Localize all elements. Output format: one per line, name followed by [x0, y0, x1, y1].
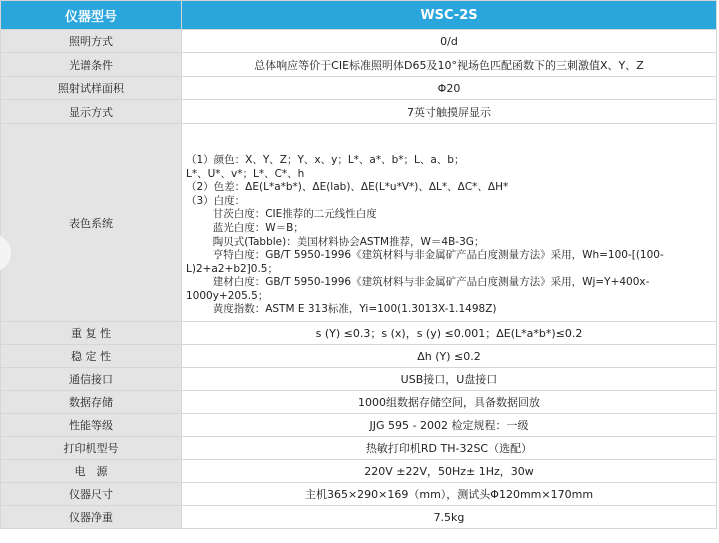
color-system-label: 表色系统: [1, 124, 182, 322]
row-label: 打印机型号: [1, 437, 182, 460]
row-label: 光谱条件: [1, 53, 182, 77]
row-label: 照射试样面积: [1, 77, 182, 100]
row-label: 仪器净重: [1, 506, 182, 529]
table-row: [1, 368, 717, 391]
row-value: USB接口，U盘接口: [182, 368, 717, 391]
row-label: 电 源: [1, 460, 182, 483]
row-value: Φ20: [182, 77, 717, 100]
row-value: 220V ±22V，50Hz± 1Hz，30w: [182, 460, 717, 483]
row-value: 热敏打印机RD TH-32SC（选配）: [182, 437, 717, 460]
row-label: 仪器尺寸: [1, 483, 182, 506]
row-value: 0/d: [182, 30, 717, 53]
table-header-row: [1, 1, 717, 30]
table-row: [1, 345, 717, 368]
row-label: 数据存储: [1, 391, 182, 414]
text-line: （2）色差：ΔE(L*a*b*)、ΔE(lab)、ΔE(L*u*V*)、ΔL*、ΔC*、ΔH*: [186, 181, 509, 194]
row-label: 通信接口: [1, 368, 182, 391]
color-system-value: [182, 124, 717, 322]
row-label: 照明方式: [1, 30, 182, 53]
table-row: [1, 53, 717, 77]
table-row: [1, 414, 717, 437]
color-system-text: [182, 128, 716, 317]
table-row: [1, 506, 717, 529]
table-row: [1, 391, 717, 414]
table-row: [1, 483, 717, 506]
row-value: 主机365×290×169（mm），测试头Φ120mm×170mm: [182, 483, 717, 506]
text-line: 1000y+205.5；: [186, 289, 269, 302]
table-row: [1, 460, 717, 483]
text-line: L*、U*、v*；L*、C*、h: [186, 167, 305, 180]
text-line: （3）白度：: [186, 194, 246, 207]
text-line: 亨特白度：GB/T 5950-1996《建筑材料与非金属矿产品白度测量方法》采用，Wh=100-[(100-: [186, 249, 664, 262]
row-value: 7.5kg: [182, 506, 717, 529]
text-line: 甘茨白度：CIE推荐的二元线性白度: [186, 208, 377, 221]
header-label: 仪器型号: [1, 1, 182, 30]
row-value: Δh (Y) ≤0.2: [182, 345, 717, 368]
color-system-row: [1, 124, 717, 322]
row-value: 总体响应等价于CIE标准照明体D65及10°视场色匹配函数下的三刺激值X、Y、Z: [182, 53, 717, 77]
table-row: [1, 322, 717, 345]
row-label: 稳 定 性: [1, 345, 182, 368]
row-value: s (Y) ≤0.3；s (x)，s (y) ≤0.001；ΔE(L*a*b*)≤0.2: [182, 322, 717, 345]
row-value: 7英寸触摸屏显示: [182, 100, 717, 124]
row-label: 性能等级: [1, 414, 182, 437]
text-line: 蓝光白度：W＝B；: [186, 221, 304, 234]
header-value: WSC-2S: [182, 1, 717, 30]
text-line: 陶贝式(Tabble)：美国材料协会ASTM推荐，W＝4B-3G；: [186, 235, 485, 248]
row-value: 1000组数据存储空间，具备数据回放: [182, 391, 717, 414]
text-line: （1）颜色：X、Y、Z；Y、x、y；L*、a*、b*；L、a、b；: [186, 153, 465, 166]
table-row: [1, 437, 717, 460]
table-row: [1, 100, 717, 124]
table-row: [1, 77, 717, 100]
text-line: 黄度指数：ASTM E 313标准，Yi=100(1.3013X-1.1498Z): [186, 303, 497, 316]
table-row: [1, 30, 717, 53]
row-label: 重 复 性: [1, 322, 182, 345]
text-line: L)2+a2+b2]0.5；: [186, 262, 278, 275]
row-value: JJG 595 - 2002 检定规程：一级: [182, 414, 717, 437]
row-label: 显示方式: [1, 100, 182, 124]
text-line: 建材白度：GB/T 5950-1996《建筑材料与非金属矿产品白度测量方法》采用，Wj=Y+400x-: [186, 276, 650, 289]
